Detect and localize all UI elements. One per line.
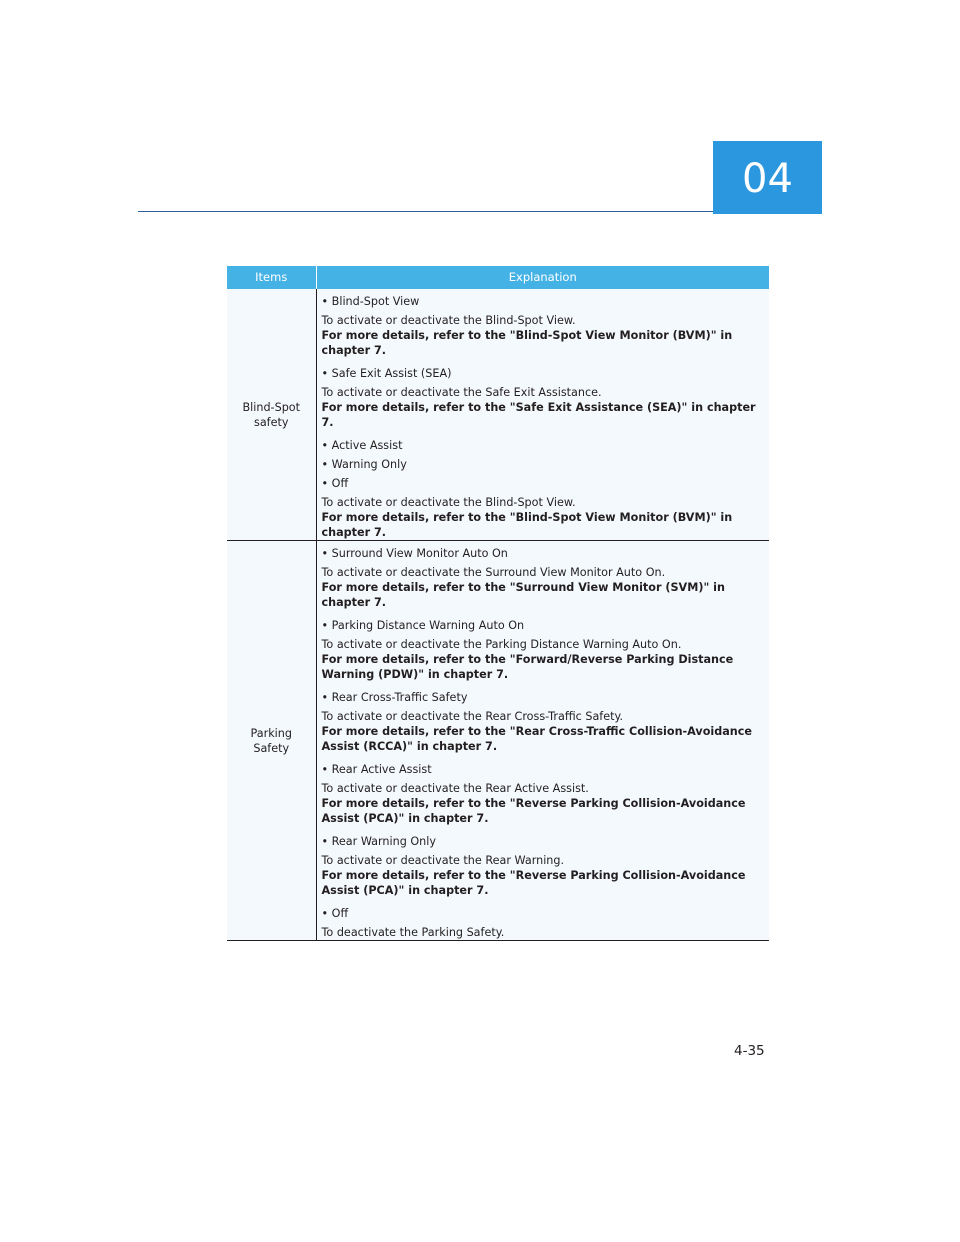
option-description: To activate or deactivate the Safe Exit Assistance. xyxy=(321,386,602,399)
option-description: To activate or deactivate the Blind-Spot View. xyxy=(321,496,576,509)
header-rule xyxy=(138,211,713,212)
option-label: • Active Assist xyxy=(321,439,403,452)
option-description: To activate or deactivate the Blind-Spot View. xyxy=(321,314,576,327)
table-row xyxy=(227,541,769,941)
list-item xyxy=(322,906,766,940)
item-cell: Parking Safety xyxy=(227,541,316,941)
option-reference: For more details, refer to the "Reverse Parking Collision-Avoidance Assist (PCA)" in chapter 7. xyxy=(321,797,746,825)
option-description: To deactivate the Parking Safety. xyxy=(321,926,505,939)
chapter-tab: 04 xyxy=(713,141,822,214)
explanation-cell xyxy=(316,541,769,941)
option-label: • Off xyxy=(321,477,349,490)
option-description: To activate or deactivate the Rear Warning. xyxy=(321,854,565,867)
settings-table xyxy=(227,266,769,941)
list-item xyxy=(322,762,766,826)
option-reference: For more details, refer to the "Forward/Reverse Parking Distance Warning (PDW)" in chapter 7. xyxy=(321,653,734,681)
option-label: • Rear Active Assist xyxy=(321,763,432,776)
option-description: To activate or deactivate the Rear Cross-Traffic Safety. xyxy=(321,710,624,723)
item-cell: Blind-Spot safety xyxy=(227,289,316,541)
list-item xyxy=(322,834,766,898)
page-number: 4-35 xyxy=(734,1043,765,1059)
option-description: To activate or deactivate the Rear Active Assist. xyxy=(321,782,589,795)
list-item xyxy=(322,366,766,430)
option-label: • Rear Cross-Traffic Safety xyxy=(321,691,468,704)
table-header-row xyxy=(227,266,769,289)
option-reference: For more details, refer to the "Blind-Spot View Monitor (BVM)" in chapter 7. xyxy=(321,329,733,357)
option-label: • Safe Exit Assist (SEA) xyxy=(321,367,452,380)
list-item xyxy=(322,690,766,754)
option-label: • Parking Distance Warning Auto On xyxy=(321,619,525,632)
option-description: To activate or deactivate the Surround View Monitor Auto On. xyxy=(321,566,666,579)
table-row xyxy=(227,289,769,541)
option-label: • Surround View Monitor Auto On xyxy=(321,547,508,560)
list-item xyxy=(322,438,766,540)
option-label: • Off xyxy=(321,907,349,920)
column-header-explanation: Explanation xyxy=(316,266,769,289)
option-description: To activate or deactivate the Parking Distance Warning Auto On. xyxy=(321,638,682,651)
option-reference: For more details, refer to the "Blind-Spot View Monitor (BVM)" in chapter 7. xyxy=(321,511,733,539)
list-item xyxy=(322,618,766,682)
list-item xyxy=(322,546,766,610)
column-header-items: Items xyxy=(227,266,316,289)
option-reference: For more details, refer to the "Reverse Parking Collision-Avoidance Assist (PCA)" in chapter 7. xyxy=(321,869,746,897)
option-reference: For more details, refer to the "Surround View Monitor (SVM)" in chapter 7. xyxy=(321,581,725,609)
option-label: • Rear Warning Only xyxy=(321,835,436,848)
explanation-cell xyxy=(316,289,769,541)
option-label: • Blind-Spot View xyxy=(321,295,420,308)
table-body xyxy=(227,289,769,941)
option-reference: For more details, refer to the "Safe Exit Assistance (SEA)" in chapter 7. xyxy=(321,401,756,429)
option-reference: For more details, refer to the "Rear Cross-Traffic Collision-Avoidance Assist (RCCA)" in chapter 7. xyxy=(321,725,752,753)
option-label: • Warning Only xyxy=(321,458,407,471)
list-item xyxy=(322,294,766,358)
